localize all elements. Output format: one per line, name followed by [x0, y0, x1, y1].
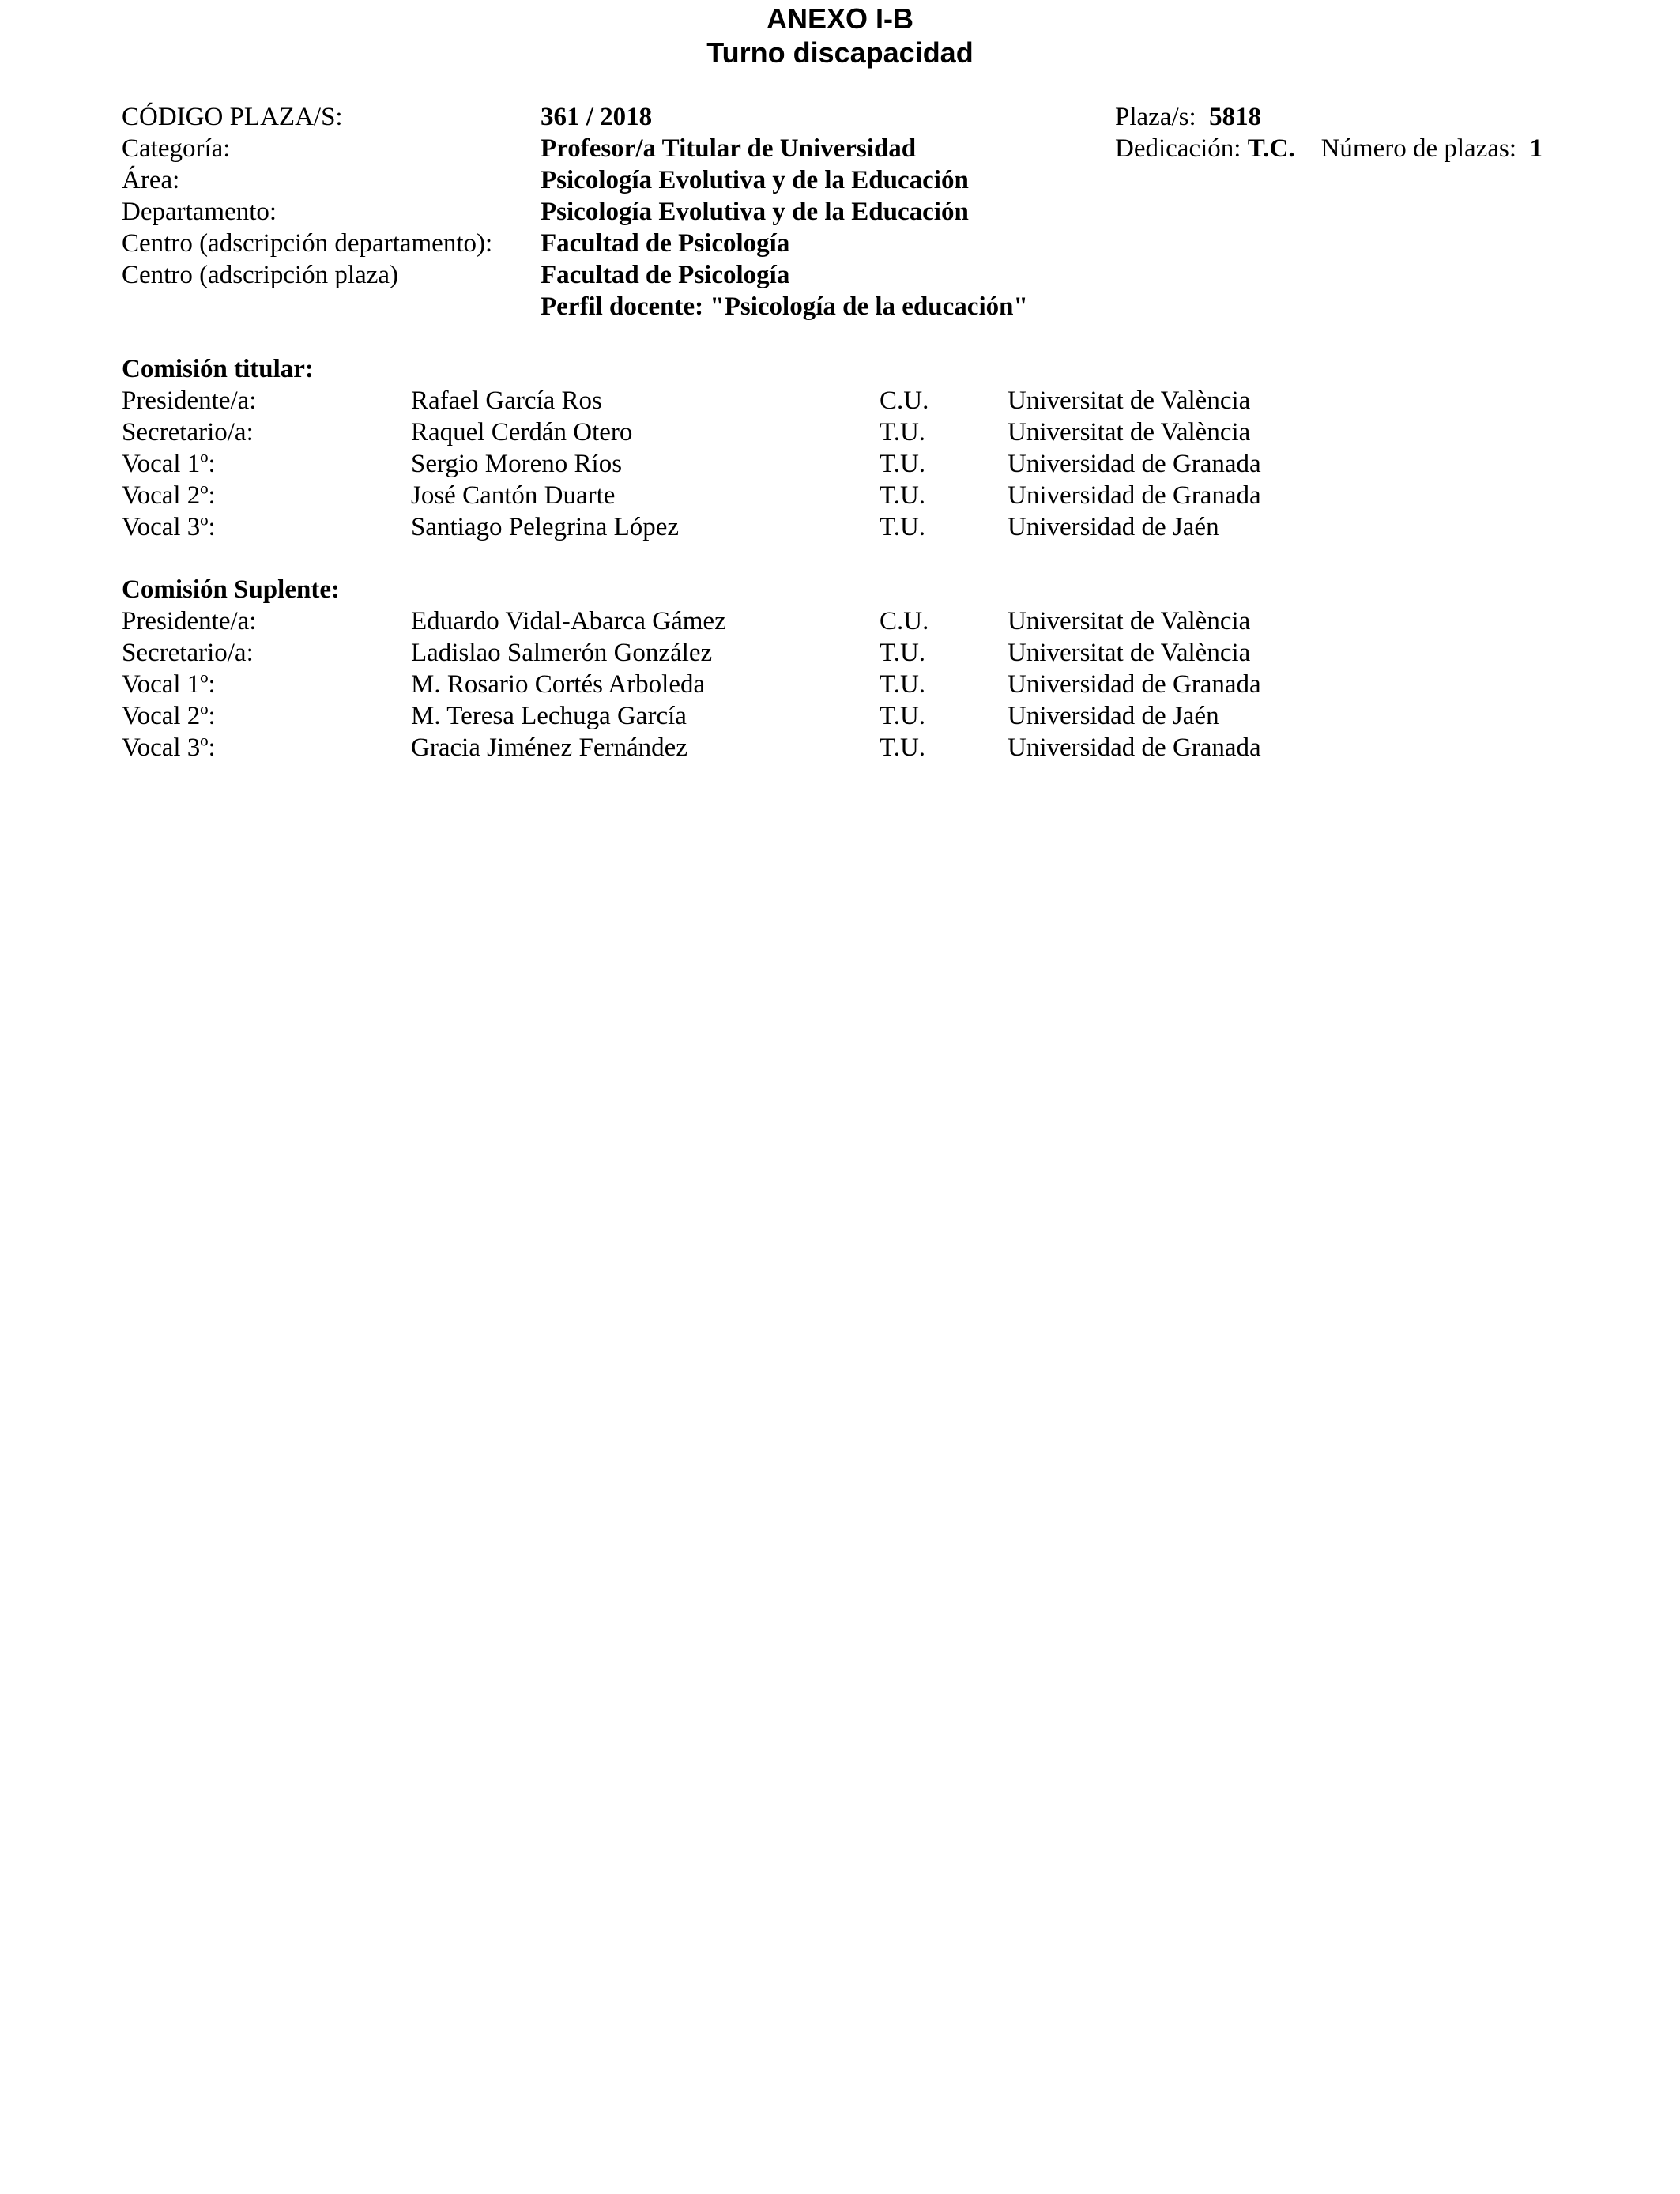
member-university: Universitat de València: [1008, 639, 1251, 667]
member-university: Universitat de València: [1008, 418, 1251, 447]
member-role: Secretario/a:: [122, 418, 254, 447]
member-role: Vocal 1º:: [122, 670, 216, 699]
centro-departamento-value: Facultad de Psicología: [541, 229, 790, 258]
member-role: Vocal 3º:: [122, 733, 216, 762]
dedicacion-label: Dedicación:: [1115, 134, 1241, 163]
member-name: Eduardo Vidal-Abarca Gámez: [411, 607, 726, 635]
comision-suplente-heading: Comisión Suplente:: [122, 575, 340, 604]
member-category: T.U.: [880, 733, 926, 762]
member-university: Universidad de Jaén: [1008, 702, 1219, 730]
member-name: Sergio Moreno Ríos: [411, 450, 623, 478]
departamento-value: Psicología Evolutiva y de la Educación: [541, 198, 969, 226]
codigo-value: 361 / 2018: [541, 103, 653, 131]
perfil-docente: Perfil docente: "Psicología de la educación": [541, 292, 1028, 321]
member-role: Secretario/a:: [122, 639, 254, 667]
member-university: Universidad de Granada: [1008, 670, 1261, 699]
plazas-label: Plaza/s:: [1115, 103, 1196, 131]
member-name: Gracia Jiménez Fernández: [411, 733, 687, 762]
turn-subtitle: Turno discapacidad: [706, 36, 974, 69]
member-role: Vocal 3º:: [122, 513, 216, 541]
member-university: Universidad de Granada: [1008, 450, 1261, 478]
member-university: Universidad de Jaén: [1008, 513, 1219, 541]
plazas-value: 5818: [1209, 103, 1262, 131]
area-value: Psicología Evolutiva y de la Educación: [541, 166, 969, 194]
dedicacion-value: T.C.: [1247, 134, 1295, 163]
member-name: Ladislao Salmerón González: [411, 639, 713, 667]
member-category: C.U.: [880, 607, 929, 635]
member-university: Universitat de València: [1008, 607, 1251, 635]
member-name: Santiago Pelegrina López: [411, 513, 680, 541]
numero-plazas-label: Número de plazas:: [1320, 134, 1516, 163]
member-category: T.U.: [880, 418, 926, 447]
member-university: Universidad de Granada: [1008, 481, 1261, 510]
numero-plazas-value: 1: [1529, 134, 1543, 163]
dedicacion-field: [1115, 133, 1543, 164]
member-role: Presidente/a:: [122, 386, 257, 415]
departamento-label: Departamento:: [122, 198, 277, 226]
annex-title: ANEXO I-B: [766, 2, 913, 35]
member-university: Universidad de Granada: [1008, 733, 1261, 762]
member-university: Universitat de València: [1008, 386, 1251, 415]
member-category: T.U.: [880, 639, 926, 667]
member-role: Vocal 2º:: [122, 702, 216, 730]
centro-plaza-label: Centro (adscripción plaza): [122, 261, 399, 289]
comision-titular-heading: Comisión titular:: [122, 355, 314, 383]
centro-plaza-value: Facultad de Psicología: [541, 261, 790, 289]
codigo-label: CÓDIGO PLAZA/S:: [122, 103, 343, 131]
member-role: Vocal 1º:: [122, 450, 216, 478]
member-role: Vocal 2º:: [122, 481, 216, 510]
member-name: José Cantón Duarte: [411, 481, 616, 510]
member-name: M. Rosario Cortés Arboleda: [411, 670, 706, 699]
member-category: T.U.: [880, 481, 926, 510]
area-label: Área:: [122, 166, 180, 194]
categoria-label: Categoría:: [122, 134, 231, 163]
member-category: T.U.: [880, 670, 926, 699]
member-role: Presidente/a:: [122, 607, 257, 635]
member-category: T.U.: [880, 702, 926, 730]
plazas-field: [1115, 101, 1261, 133]
member-category: T.U.: [880, 513, 926, 541]
member-name: Rafael García Ros: [411, 386, 602, 415]
member-category: T.U.: [880, 450, 926, 478]
centro-departamento-label: Centro (adscripción departamento):: [122, 229, 493, 258]
categoria-value: Profesor/a Titular de Universidad: [541, 134, 917, 163]
member-name: M. Teresa Lechuga García: [411, 702, 687, 730]
member-category: C.U.: [880, 386, 929, 415]
member-name: Raquel Cerdán Otero: [411, 418, 633, 447]
